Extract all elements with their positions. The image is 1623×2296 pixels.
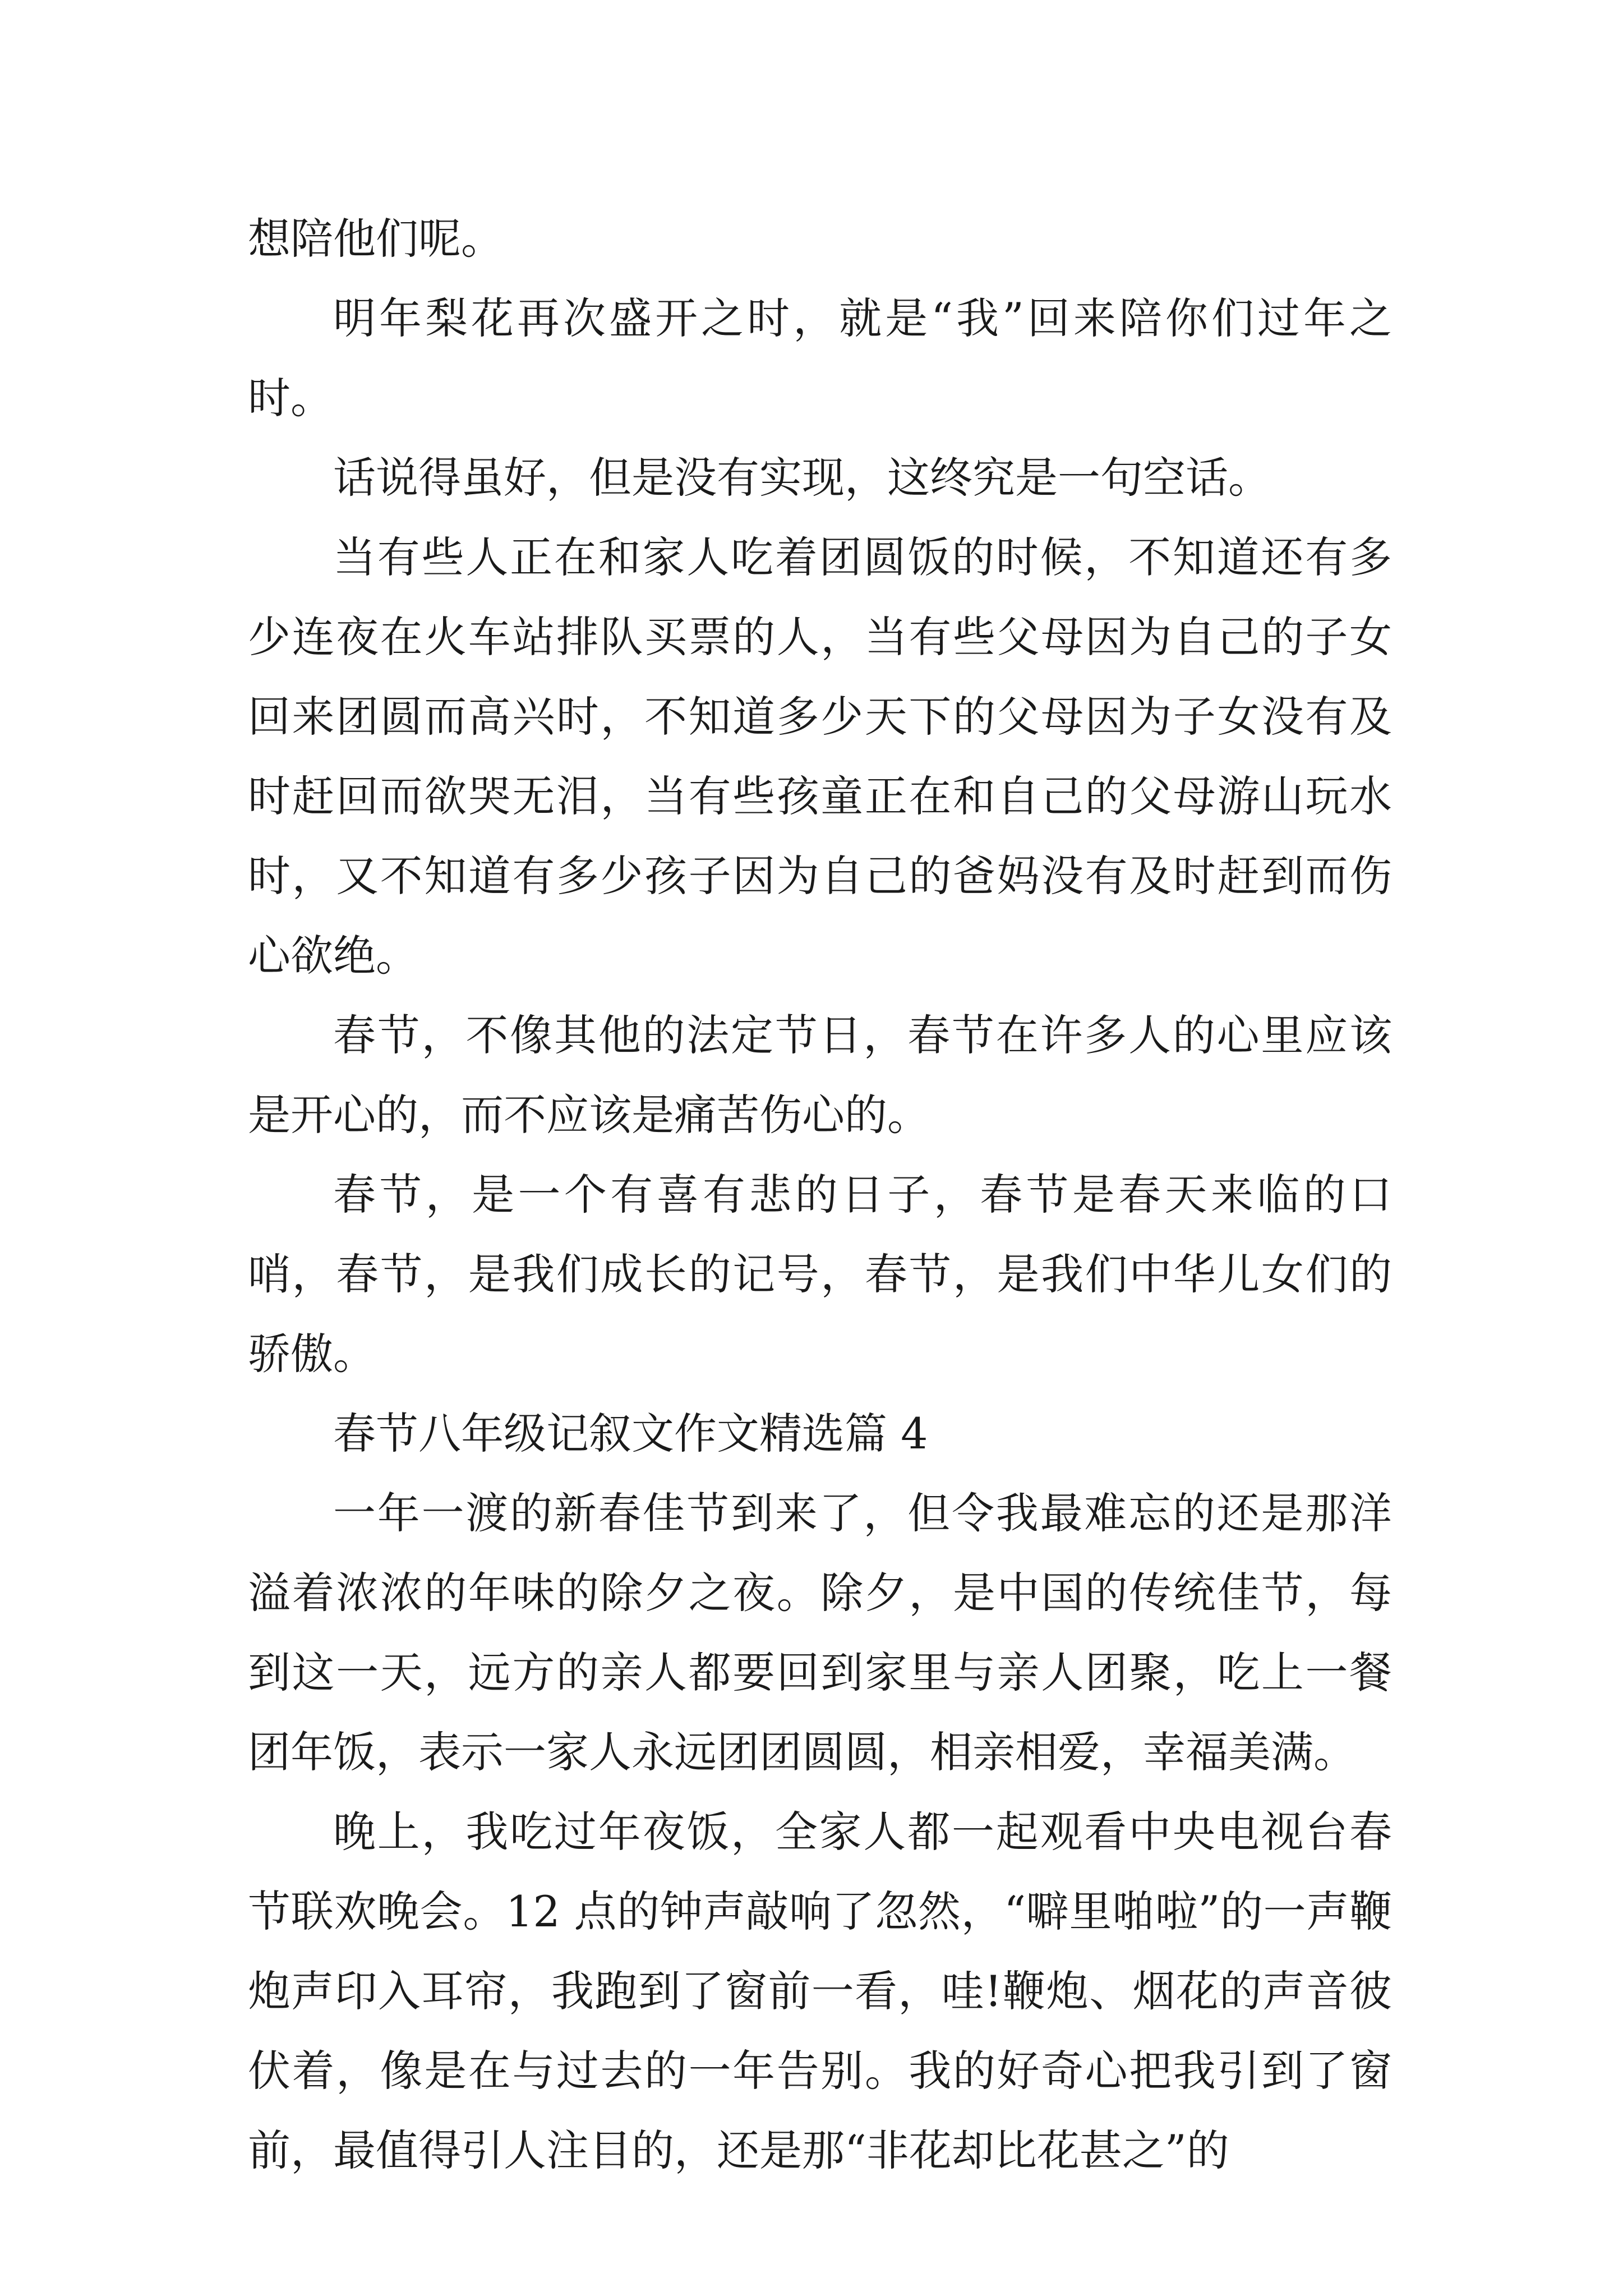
document-body (248, 199, 1392, 2191)
paragraph-2: 明年梨花再次盛开之时，就是“我”回来陪你们过年之时。 (248, 293, 1392, 423)
paragraph-4: 当有些人正在和家人吃着团圆饭的时候，不知道还有多少连夜在火车站排队买票的人，当有些父母因为自己的子女回来团圆而高兴时，不知道多少天下的父母因为子女没有及时赶回而欲哭无泪，当有些孩童正在和自己的父母游山玩水时，又不知道有多少孩子因为自己的爸妈没有及时赶到而伤心欲绝。 (248, 532, 1392, 981)
paragraph-6: 春节，是一个有喜有悲的日子，春节是春天来临的口哨，春节，是我们成长的记号，春节，是我们中华儿女们的骄傲。 (248, 1170, 1392, 1379)
paragraph-1: 想陪他们呢。 (248, 214, 504, 264)
paragraph-5: 春节，不像其他的法定节日，春节在许多人的心里应该是开心的，而不应该是痛苦伤心的。 (248, 1010, 1392, 1140)
paragraph-8: 晚上，我吃过年夜饭，全家人都一起观看中央电视台春节联欢晚会。12 点的钟声敲响了忽然，“噼里啪啦”的一声鞭炮声印入耳帘，我跑到了窗前一看，哇!鞭炮、烟花的声音彼伏着，像是在与过去的一年告别。我的好奇心把我引到了窗前，最值得引人注目的，还是那“非花却比花甚之”的 (248, 1807, 1392, 2175)
section-heading: 春节八年级记叙文作文精选篇 4 (333, 1409, 928, 1458)
paragraph-7: 一年一渡的新春佳节到来了，但令我最难忘的还是那洋溢着浓浓的年味的除夕之夜。除夕，是中国的传统佳节，每到这一天，远方的亲人都要回到家里与亲人团聚，吃上一餐团年饭，表示一家人永远团团圆圆，相亲相爱，幸福美满。 (248, 1488, 1392, 1777)
paragraph-3: 话说得虽好，但是没有实现，这终究是一句空话。 (333, 453, 1271, 503)
